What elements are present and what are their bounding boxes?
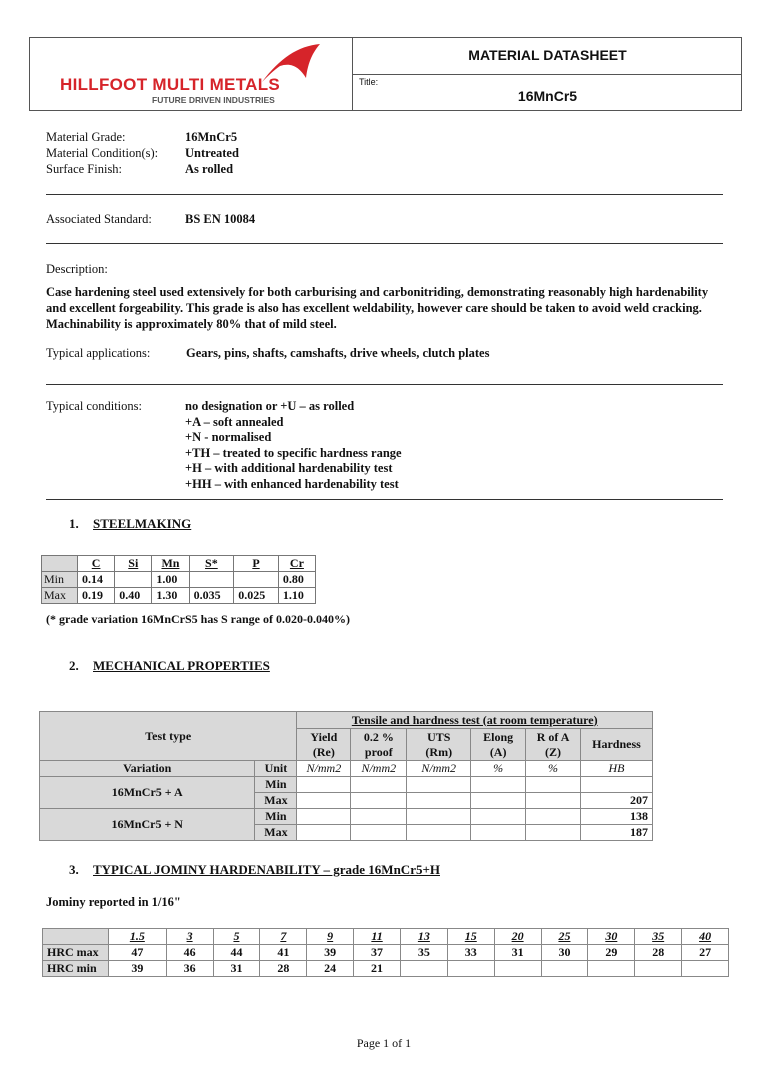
title-value: 16MnCr5	[517, 88, 578, 104]
condition-item: +HH – with enhanced hardenability test	[185, 476, 399, 491]
title-panel	[353, 38, 742, 110]
company-logo	[30, 38, 353, 110]
table-row: Min 0.14 1.00 0.80	[42, 572, 316, 588]
applications-label: Typical applications:	[46, 346, 151, 360]
table-row: Max 207	[40, 793, 653, 809]
page-number: Page 1 of 1	[356, 1036, 412, 1050]
header-box	[29, 37, 742, 111]
section-mechanical-heading: 2. MECHANICAL PROPERTIES	[69, 658, 270, 673]
table-row: Max 0.19 0.40 1.30 0.035 0.025 1.10	[42, 588, 316, 604]
standard-label: Associated Standard:	[46, 212, 152, 226]
condition-item: no designation or +U – as rolled	[185, 399, 355, 413]
logo-tagline: FUTURE DRIVEN INDUSTRIES	[152, 95, 275, 105]
condition-label: Material Condition(s):	[46, 146, 159, 160]
section-steelmaking-heading: 1. STEELMAKING	[69, 516, 192, 531]
conditions-label: Typical conditions:	[46, 399, 142, 413]
condition-item: +A – soft annealed	[185, 414, 284, 429]
table-row	[40, 712, 653, 729]
finish-label: Surface Finish:	[46, 162, 123, 176]
title-label: Title:	[359, 77, 379, 87]
mechanical-table	[39, 711, 653, 841]
table-row: HRC max 47 46 44 41 39 37 35 33 31 30 29 28 27	[43, 945, 729, 961]
condition-value: Untreated	[185, 146, 239, 160]
group-header: Tensile and hardness test (at room temperature)	[297, 712, 653, 729]
divider	[46, 499, 723, 500]
description-text: Case hardening steel used extensively for both carburising and carbonitriding, demonstrating reasonably high hardenability and excellent forgeability. This grade is also has excellent weldability, however care should be taken to avoid weld cracking. Machinability is approximately 80% that of mild steel.	[46, 285, 709, 331]
doc-title: MATERIAL DATASHEET	[468, 47, 627, 63]
grade-value: 16MnCr5	[185, 130, 238, 144]
grade-label: Material Grade:	[46, 130, 126, 144]
chemistry-table	[41, 555, 316, 604]
table-row: Max 187	[40, 825, 653, 841]
standard-value: BS EN 10084	[185, 212, 256, 226]
table-row: 16MnCr5 + A Min	[40, 777, 653, 793]
table-row: Variation Unit N/mm2 N/mm2 N/mm2 % % HB	[40, 761, 653, 777]
condition-item: +TH – treated to specific hardness range	[185, 445, 402, 460]
jominy-table	[42, 928, 729, 977]
description-label: Description:	[46, 262, 108, 276]
condition-item: +N - normalised	[185, 430, 272, 444]
logo-name: HILLFOOT MULTI METALS	[60, 75, 281, 94]
divider	[46, 384, 723, 385]
chemistry-note: (* grade variation 16MnCrS5 has S range of 0.020-0.040%)	[46, 612, 350, 626]
condition-item: +H – with additional hardenability test	[185, 461, 393, 475]
applications-value: Gears, pins, shafts, camshafts, drive wheels, clutch plates	[186, 346, 490, 360]
test-type-header: Test type	[40, 712, 297, 761]
table-row: HRC min 39 36 31 28 24 21	[43, 961, 729, 977]
table-row: Yield (Re) 0.2 % proof UTS (Rm) Elong (A) R of A (Z) Hardness	[40, 729, 653, 761]
divider	[46, 243, 723, 244]
table-row: 16MnCr5 + N Min 138	[40, 809, 653, 825]
conditions-list	[185, 399, 402, 492]
table-row: 1.5 3 5 7 9 11 13 15 20 25 30 35 40	[43, 929, 729, 945]
divider	[46, 194, 723, 195]
jominy-note: Jominy reported in 1/16"	[46, 895, 181, 909]
finish-value: As rolled	[185, 162, 234, 176]
table-row: C Si Mn S* P Cr	[42, 556, 316, 572]
section-jominy-heading: 3. TYPICAL JOMINY HARDENABILITY – grade 16MnCr5+H	[69, 862, 440, 877]
